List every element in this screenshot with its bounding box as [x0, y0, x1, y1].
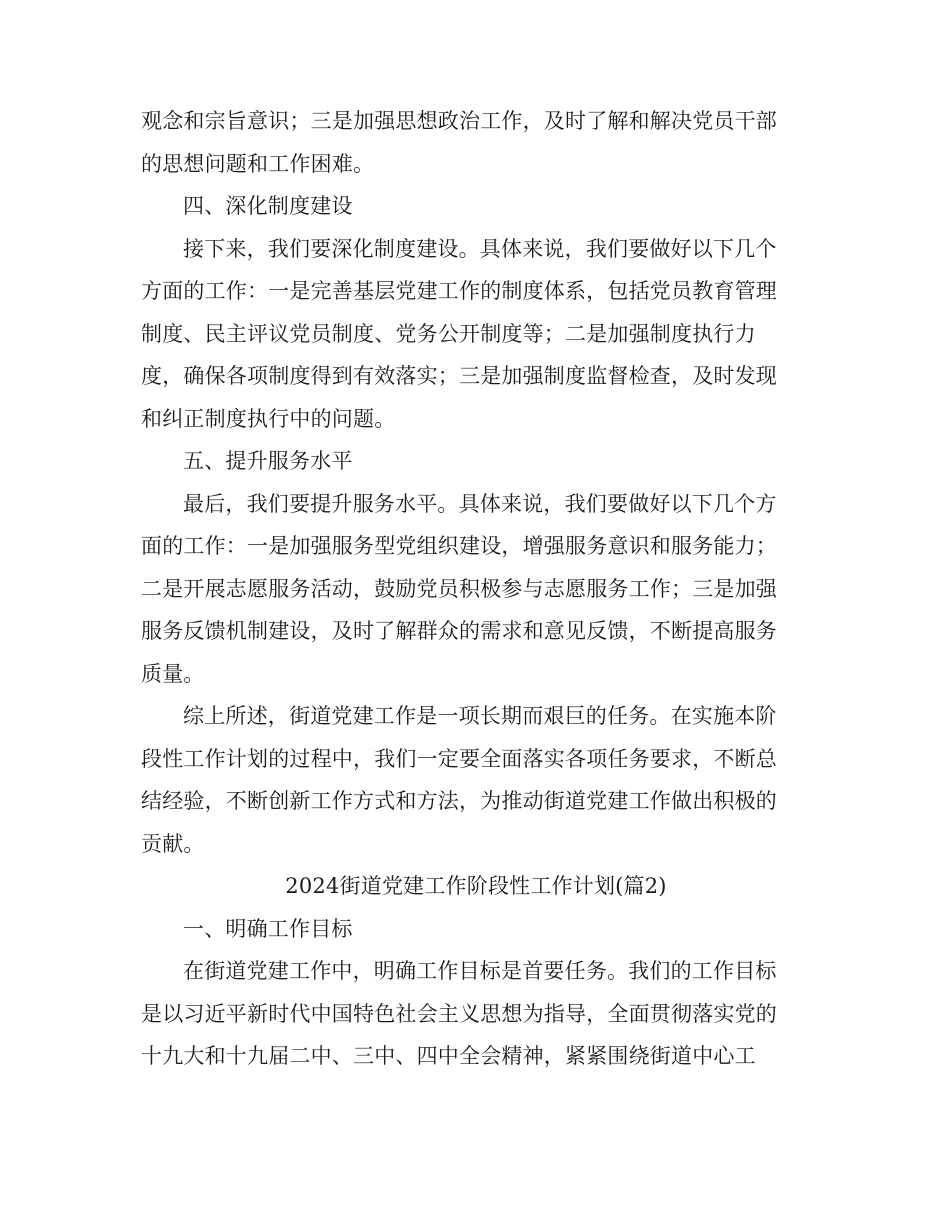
- body-line: 服务反馈机制建设，及时了解群众的需求和意见反馈，不断提高服务: [141, 619, 777, 643]
- body-line: 度，确保各项制度得到有效落实；三是加强制度监督检查，及时发现: [141, 364, 777, 388]
- paragraph-start-line: 在街道党建工作中，明确工作目标是首要任务。我们的工作目标: [183, 959, 777, 983]
- paragraph-start-line: 综上所述，街道党建工作是一项长期而艰巨的任务。在实施本阶: [183, 704, 777, 728]
- body-line: 十九大和十九届二中、三中、四中全会精神，紧紧围绕街道中心工: [141, 1044, 756, 1068]
- body-line: 面的工作：一是加强服务型党组织建设，增强服务意识和服务能力；: [141, 534, 777, 558]
- document-body: [141, 100, 801, 1078]
- section-heading-4: 四、深化制度建设: [183, 194, 353, 218]
- body-line: 贡献。: [141, 831, 205, 856]
- body-line: 制度、民主评议党员制度、党务公开制度等；二是加强制度执行力: [141, 321, 756, 346]
- body-line: 的思想问题和工作困难。: [141, 151, 375, 176]
- paragraph-start-line: 最后，我们要提升服务水平。具体来说，我们要做好以下几个方: [183, 491, 777, 516]
- paragraph-start-line: 接下来，我们要深化制度建设。具体来说，我们要做好以下几个: [183, 236, 777, 261]
- body-line: 是以习近平新时代中国特色社会主义思想为指导，全面贯彻落实党的: [141, 1001, 777, 1026]
- body-line: 观念和宗旨意识；三是加强思想政治工作，及时了解和解决党员干部: [141, 109, 777, 133]
- body-line: 结经验，不断创新工作方式和方法，为推动街道党建工作做出积极的: [141, 789, 777, 813]
- body-line: 质量。: [141, 661, 205, 686]
- section-heading-1: 一、明确工作目标: [183, 916, 353, 941]
- body-line: 方面的工作：一是完善基层党建工作的制度体系，包括党员教育管理: [141, 279, 777, 303]
- section-heading-5: 五、提升服务水平: [183, 449, 353, 473]
- body-line: 段性工作计划的过程中，我们一定要全面落实各项任务要求，不断总: [141, 746, 777, 771]
- document-title: 2024街道党建工作阶段性工作计划(篇2): [285, 874, 667, 898]
- body-line: 二是开展志愿服务活动，鼓励党员积极参与志愿服务工作；三是加强: [141, 576, 777, 601]
- body-line: 和纠正制度执行中的问题。: [141, 406, 396, 431]
